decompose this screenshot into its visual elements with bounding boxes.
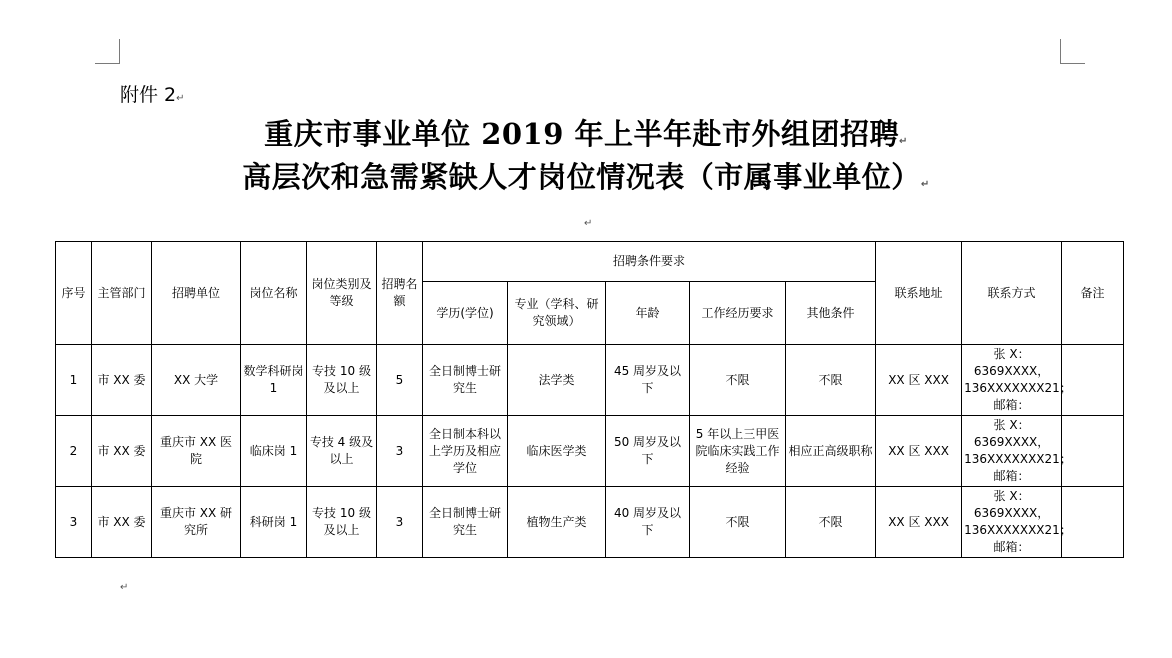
- cell-category: 专技 4 级及以上: [307, 416, 377, 487]
- cell-contact: 张 X：6369XXXX，136XXXXXXX21；邮箱：: [962, 487, 1062, 558]
- title-line-1: 重庆市事业单位 2019 年上半年赴市外组团招聘↵: [264, 117, 908, 151]
- cell-quota: 5: [377, 345, 423, 416]
- cell-no: 1: [56, 345, 92, 416]
- table-row: [56, 345, 1124, 416]
- cell-other: 不限: [786, 487, 876, 558]
- header-unit: 招聘单位: [152, 242, 241, 345]
- cell-education: 全日制博士研究生: [423, 487, 508, 558]
- cell-category: 专技 10 级及以上: [307, 487, 377, 558]
- header-requirements: 招聘条件要求: [423, 242, 876, 282]
- cell-post: 临床岗 1: [241, 416, 307, 487]
- cell-remark: [1062, 345, 1124, 416]
- cell-other: 相应正高级职称: [786, 416, 876, 487]
- paragraph-mark-bottom: ↵: [120, 582, 129, 593]
- header-experience: 工作经历要求: [690, 282, 786, 345]
- cell-quota: 3: [377, 487, 423, 558]
- cell-age: 50 周岁及以下: [606, 416, 690, 487]
- cell-quota: 3: [377, 416, 423, 487]
- cell-experience: 不限: [690, 487, 786, 558]
- header-major: 专业（学科、研究领域）: [508, 282, 606, 345]
- cell-major: 临床医学类: [508, 416, 606, 487]
- cell-address: XX 区 XXX: [876, 345, 962, 416]
- cell-dept: 市 XX 委: [92, 345, 152, 416]
- title-line-2: 高层次和急需紧缺人才岗位情况表（市属事业单位）↵: [242, 160, 930, 194]
- header-address: 联系地址: [876, 242, 962, 345]
- header-no: 序号: [56, 242, 92, 345]
- cell-post: 数学科研岗 1: [241, 345, 307, 416]
- cell-age: 40 周岁及以下: [606, 487, 690, 558]
- cell-major: 植物生产类: [508, 487, 606, 558]
- header-contact: 联系方式: [962, 242, 1062, 345]
- cell-dept: 市 XX 委: [92, 416, 152, 487]
- header-dept: 主管部门: [92, 242, 152, 345]
- header-remark: 备注: [1062, 242, 1124, 345]
- cell-other: 不限: [786, 345, 876, 416]
- header-other: 其他条件: [786, 282, 876, 345]
- cell-contact: 张 X：6369XXXX，136XXXXXXX21；邮箱：: [962, 345, 1062, 416]
- paragraph-mark: ↵: [584, 218, 593, 229]
- cell-address: XX 区 XXX: [876, 487, 962, 558]
- cell-unit: 重庆市 XX 医院: [152, 416, 241, 487]
- cell-no: 2: [56, 416, 92, 487]
- cell-experience: 不限: [690, 345, 786, 416]
- cell-experience: 5 年以上三甲医院临床实践工作经验: [690, 416, 786, 487]
- cell-major: 法学类: [508, 345, 606, 416]
- cell-education: 全日制博士研究生: [423, 345, 508, 416]
- cell-address: XX 区 XXX: [876, 416, 962, 487]
- attachment-label: 附件 2↵: [120, 84, 185, 106]
- cell-post: 科研岗 1: [241, 487, 307, 558]
- table-row: [56, 487, 1124, 558]
- cell-education: 全日制本科以上学历及相应学位: [423, 416, 508, 487]
- cell-dept: 市 XX 委: [92, 487, 152, 558]
- header-quota: 招聘名额: [377, 242, 423, 345]
- page-corner-mark-right: [1060, 39, 1085, 64]
- page-corner-mark-left: [95, 39, 120, 64]
- header-age: 年龄: [606, 282, 690, 345]
- header-category: 岗位类别及等级: [307, 242, 377, 345]
- table-row: [56, 416, 1124, 487]
- header-post: 岗位名称: [241, 242, 307, 345]
- cell-category: 专技 10 级及以上: [307, 345, 377, 416]
- positions-table: [55, 241, 1124, 558]
- cell-contact: 张 X：6369XXXX，136XXXXXXX21；邮箱：: [962, 416, 1062, 487]
- cell-age: 45 周岁及以下: [606, 345, 690, 416]
- cell-no: 3: [56, 487, 92, 558]
- cell-remark: [1062, 487, 1124, 558]
- header-education: 学历(学位): [423, 282, 508, 345]
- cell-unit: XX 大学: [152, 345, 241, 416]
- cell-remark: [1062, 416, 1124, 487]
- cell-unit: 重庆市 XX 研究所: [152, 487, 241, 558]
